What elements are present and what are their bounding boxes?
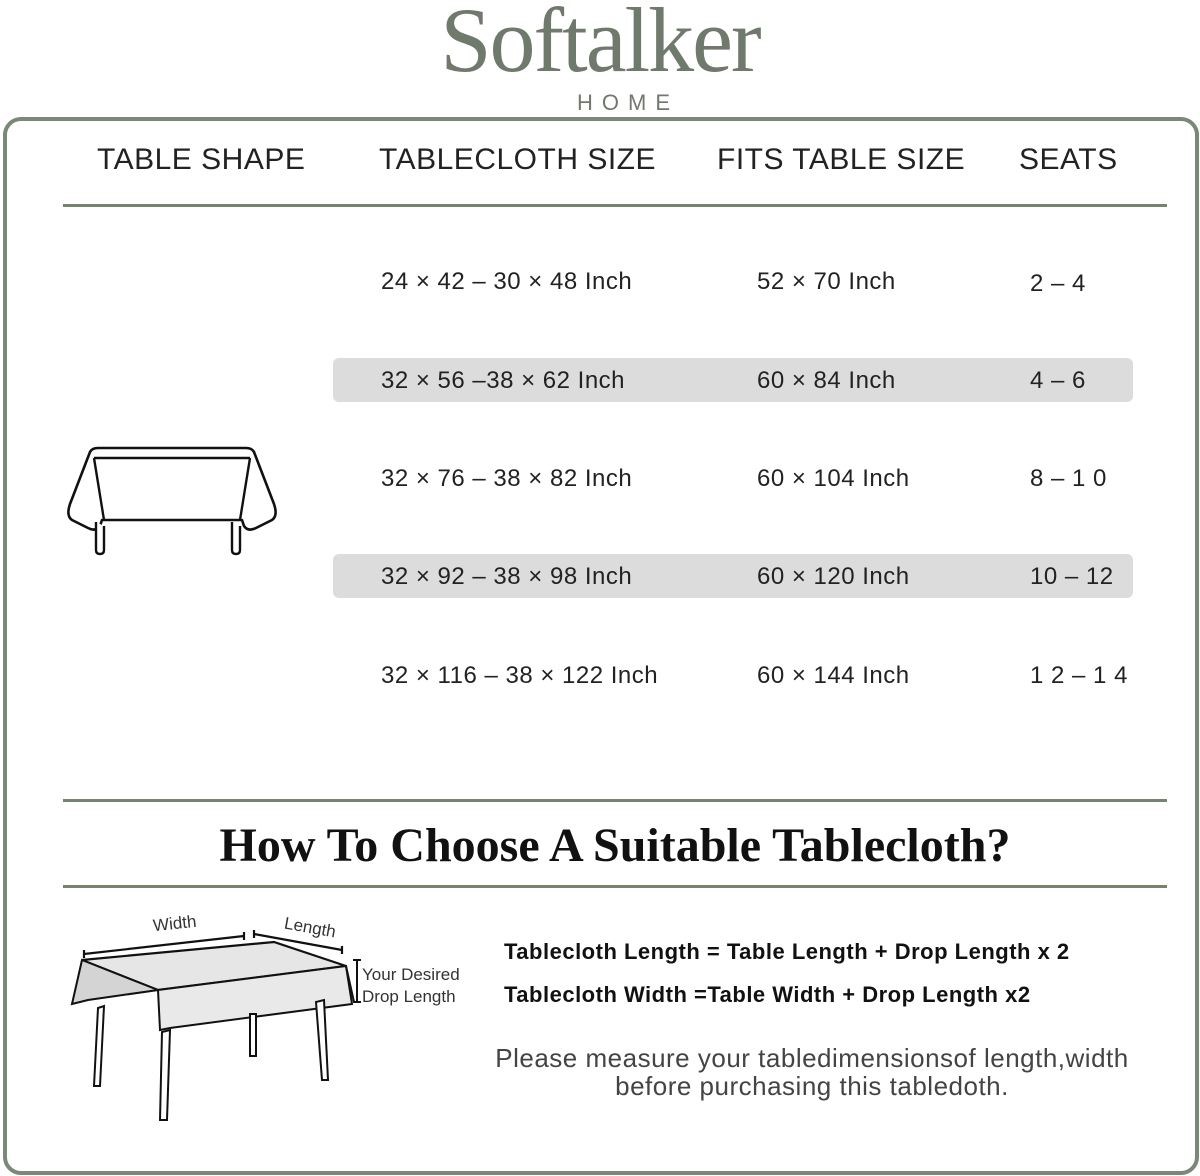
header-table-shape: TABLE SHAPE: [97, 143, 306, 176]
row-5-seats: 1 2 – 1 4: [1030, 662, 1128, 689]
section-divider-bottom: [63, 885, 1167, 888]
drop-label-line2: Drop Length: [362, 987, 456, 1006]
header-seats: SEATS: [1019, 143, 1118, 176]
brand-name: Softalker: [440, 0, 760, 91]
length-label: Length: [282, 913, 338, 942]
brand-subtitle: HOME: [577, 90, 679, 115]
row-1-seats: 2 – 4: [1030, 270, 1086, 297]
formula-length: Tablecloth Length = Table Length + Drop Length x 2: [504, 939, 1070, 964]
drop-label-line1: Your Desired: [362, 965, 460, 984]
header-fits-table-size: FITS TABLE SIZE: [717, 143, 966, 176]
table-with-tablecloth-diagram: [64, 920, 364, 1130]
section-divider-top: [63, 799, 1167, 802]
formula-width: Tablecloth Width =Table Width + Drop Length x2: [504, 982, 1031, 1007]
row-2-seats: 4 – 6: [1030, 367, 1086, 394]
row-1-fits-size: 52 × 70 Inch: [757, 268, 896, 295]
row-4-seats: 10 – 12: [1030, 563, 1114, 590]
row-5-tablecloth-size: 32 × 116 – 38 × 122 Inch: [381, 662, 659, 689]
row-1-tablecloth-size: 24 × 42 – 30 × 48 Inch: [381, 268, 633, 295]
row-4-tablecloth-size: 32 × 92 – 38 × 98 Inch: [381, 563, 633, 590]
header-divider: [63, 204, 1167, 207]
row-2-fits-size: 60 × 84 Inch: [757, 367, 896, 394]
row-4-fits-size: 60 × 120 Inch: [757, 563, 910, 590]
width-label: Width: [152, 911, 198, 936]
header-tablecloth-size: TABLECLOTH SIZE: [379, 143, 657, 176]
guide-title: How To Choose A Suitable Tablecloth?: [219, 819, 1011, 872]
row-2-tablecloth-size: 32 × 56 –38 × 62 Inch: [381, 367, 626, 394]
row-5-fits-size: 60 × 144 Inch: [757, 662, 910, 689]
rectangular-table-icon: [60, 444, 284, 560]
row-3-fits-size: 60 × 104 Inch: [757, 465, 910, 492]
row-3-seats: 8 – 1 0: [1030, 465, 1107, 492]
measure-note: Please measure your tabledimensionsof length,width before purchasing this tabledoth.: [495, 1043, 1129, 1101]
row-3-tablecloth-size: 32 × 76 – 38 × 82 Inch: [381, 465, 633, 492]
